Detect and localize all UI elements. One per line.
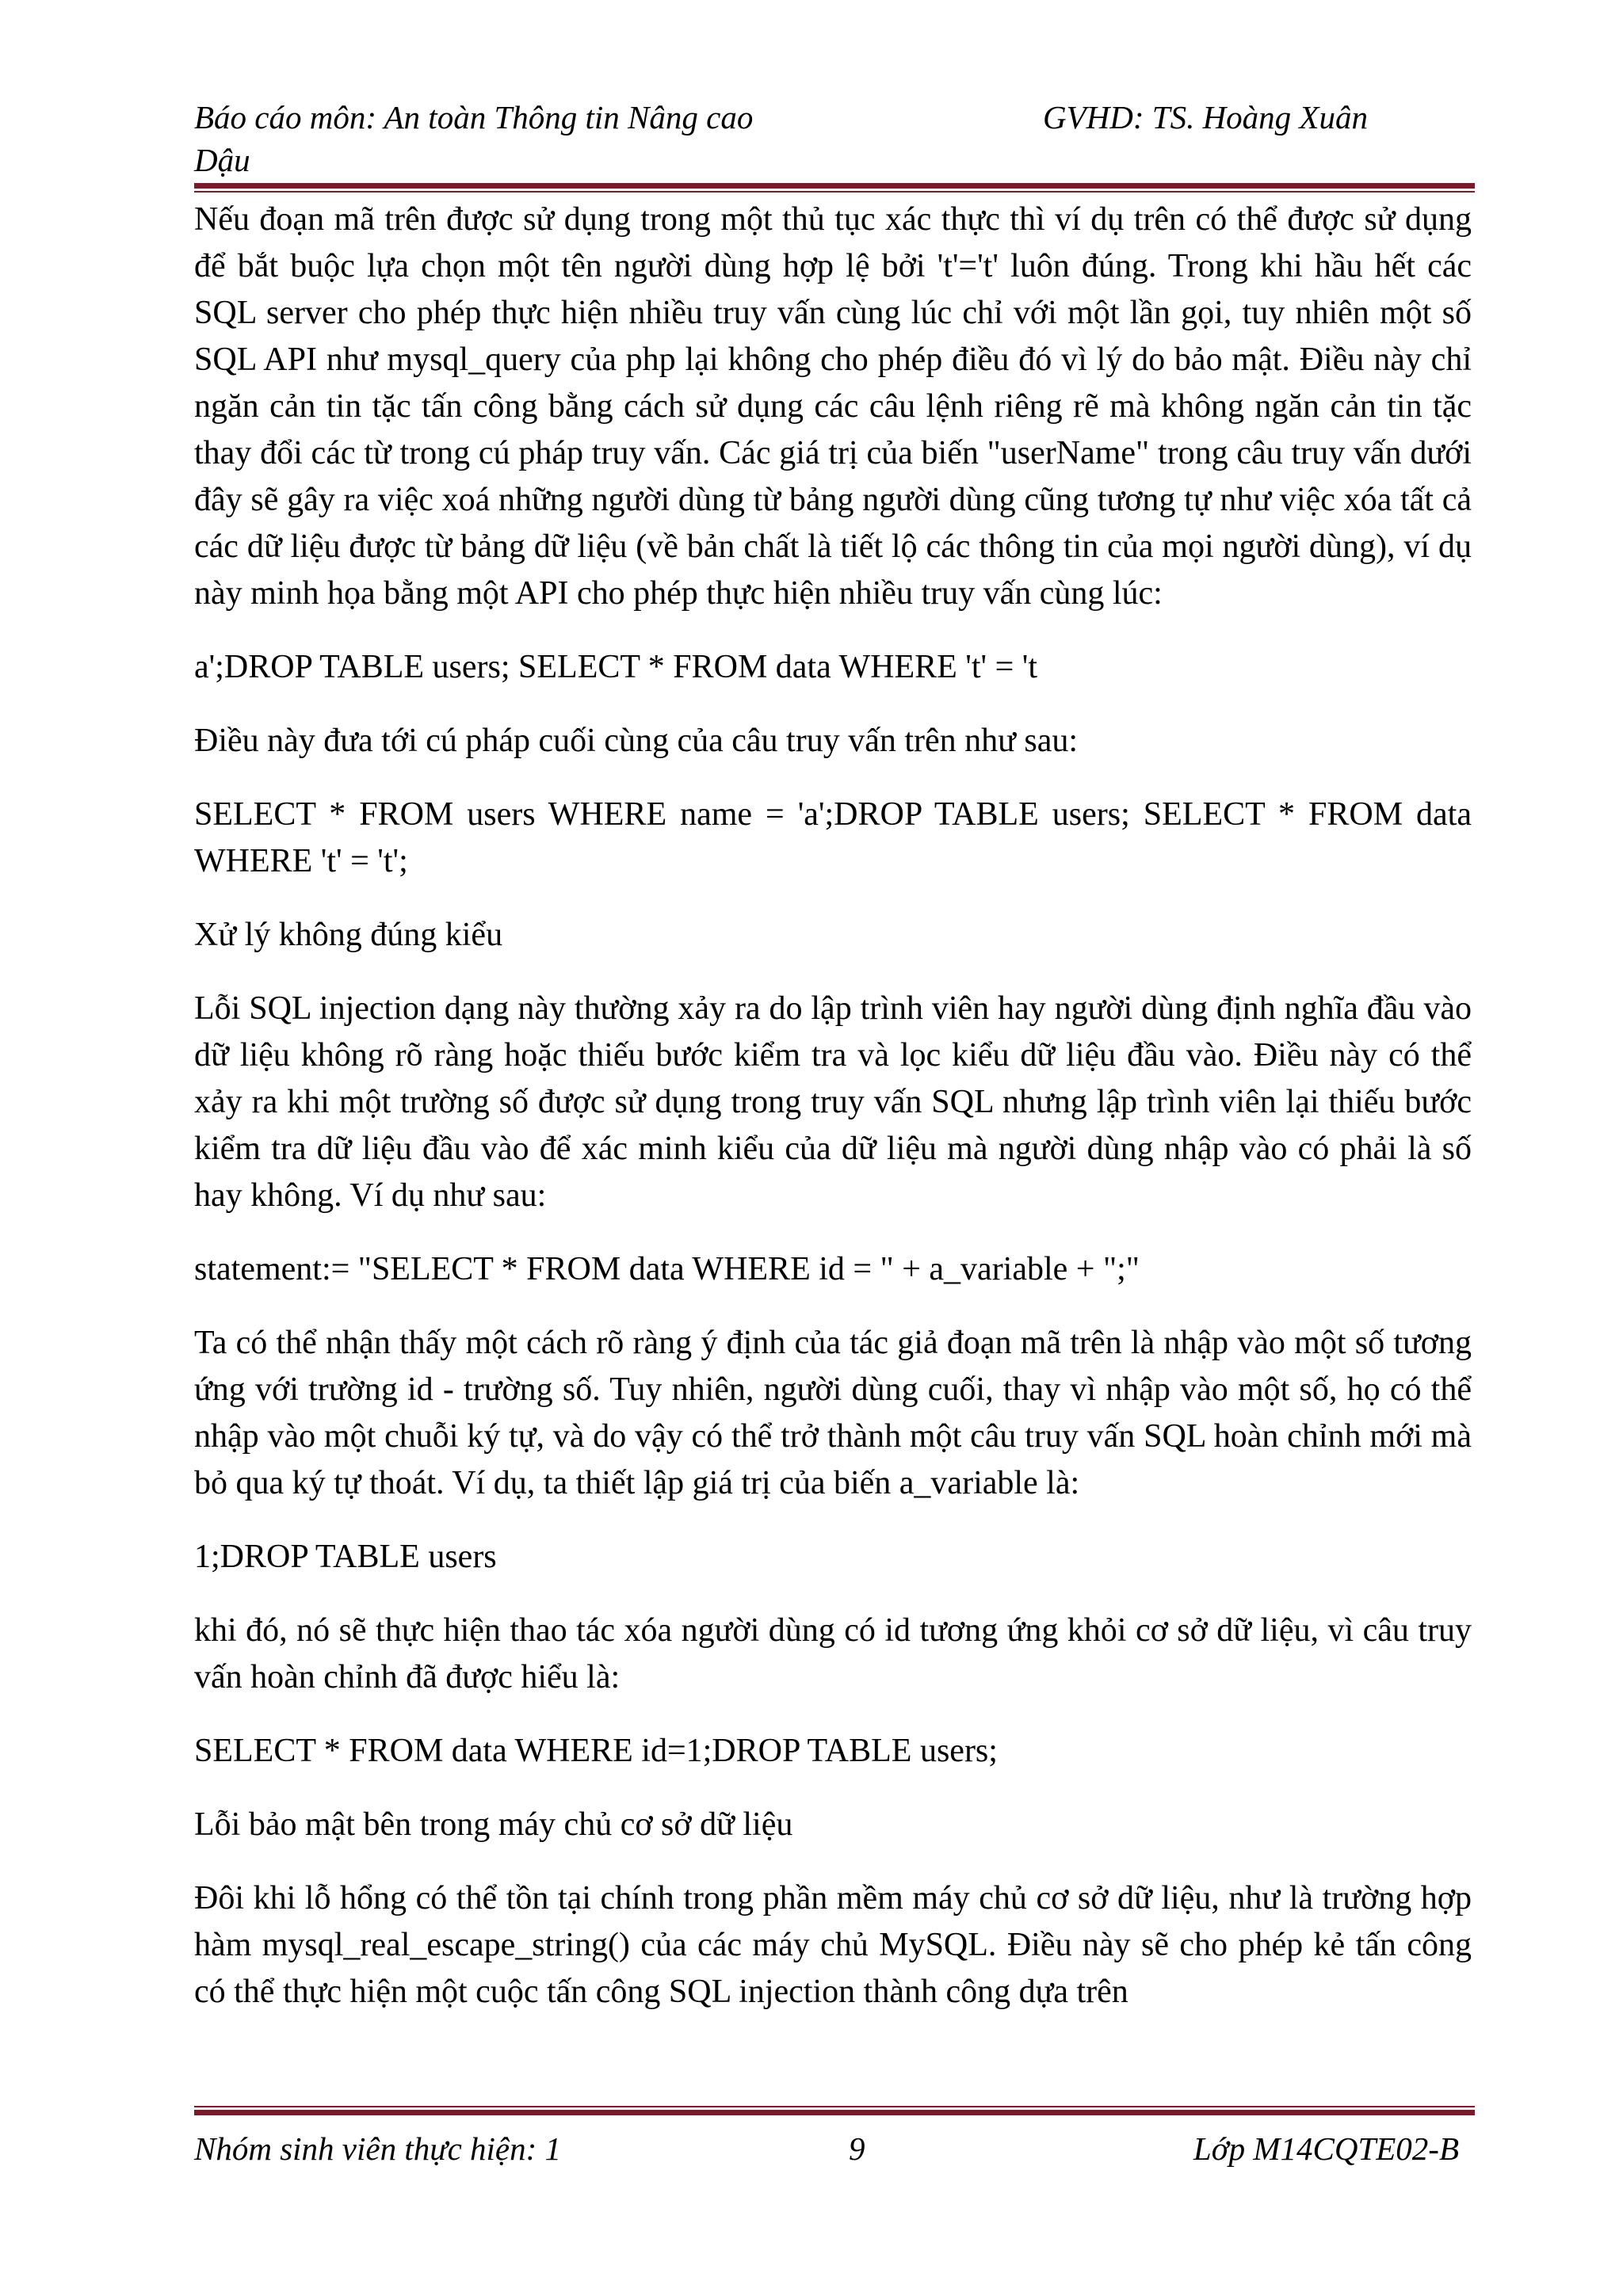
header-course-title: Báo cáo môn: An toàn Thông tin Nâng cao (194, 99, 754, 135)
page-number: 9 (849, 2130, 865, 2167)
footer-group: Nhóm sinh viên thực hiện: 1 (194, 2130, 562, 2167)
page-body (194, 196, 1472, 2042)
code-example: SELECT * FROM data WHERE id=1;DROP TABLE users; (194, 1733, 998, 1769)
code-example: a';DROP TABLE users; SELECT * FROM data WHERE 't' = 't (194, 649, 1038, 685)
page-footer (194, 2125, 1475, 2172)
code-example: statement:= "SELECT * FROM data WHERE id = " + a_variable + ";" (194, 1251, 1140, 1287)
footer-class: Lớp M14CQTE02-B (1193, 2130, 1459, 2167)
header-instructor-continued: Dậu (194, 142, 250, 178)
code-example: SELECT * FROM users WHERE name = 'a';DROP TABLE users; SELECT * FROM data WHERE 't' = 't'; (194, 796, 1472, 879)
section-heading: Lỗi bảo mật bên trong máy chủ cơ sở dữ liệu (194, 1806, 793, 1843)
footer-rule (194, 2106, 1475, 2115)
body-paragraph: Ta có thể nhận thấy một cách rõ ràng ý định của tác giả đoạn mã trên là nhập vào một số tương ứng với trường id - trường số. Tuy nhiên, người dùng cuối, thay vì nhập vào một số, họ có thể nhập vào một chuỗi ký tự, và do vậy có thể trở thành một câu truy vấn SQL hoàn chỉnh mới mà bỏ qua ký tự thoát. Ví dụ, ta thiết lập giá trị của biến a_variable là: (194, 1325, 1472, 1501)
header-instructor: GVHD: TS. Hoàng Xuân (1043, 99, 1368, 135)
body-paragraph: khi đó, nó sẽ thực hiện thao tác xóa người dùng có id tương ứng khỏi cơ sở dữ liệu, vì câu truy vấn hoàn chỉnh đã được hiểu là: (194, 1612, 1472, 1695)
body-paragraph: Lỗi SQL injection dạng này thường xảy ra do lập trình viên hay người dùng định nghĩa đầu vào dữ liệu không rõ ràng hoặc thiếu bước kiểm tra và lọc kiểu dữ liệu đầu vào. Điều này có thể xảy ra khi một trường số được sử dụng trong truy vấn SQL nhưng lập trình viên lại thiếu bước kiểm tra dữ liệu đầu vào để xác minh kiểu của dữ liệu mà người dùng nhập vào có phải là số hay không. Ví dụ như sau: (194, 990, 1472, 1214)
header-rule (194, 183, 1475, 193)
body-paragraph: Nếu đoạn mã trên được sử dụng trong một thủ tục xác thực thì ví dụ trên có thể được sử dụng để bắt buộc lựa chọn một tên người dùng hợp lệ bởi 't'='t' luôn đúng. Trong khi hầu hết các SQL server cho phép thực hiện nhiều truy vấn cùng lúc chỉ với một lần gọi, tuy nhiên một số SQL API như mysql_query của php lại không cho phép điều đó vì lý do bảo mật. Điều này chỉ ngăn cản tin tặc tấn công bằng cách sử dụng các câu lệnh riêng rẽ mà không ngăn cản tin tặc thay đổi các từ trong cú pháp truy vấn. Các giá trị của biến "userName" trong câu truy vấn dưới đây sẽ gây ra việc xoá những người dùng từ bảng người dùng cũng tương tự như việc xóa tất cả các dữ liệu được từ bảng dữ liệu (về bản chất là tiết lộ các thông tin của mọi người dùng), ví dụ này minh họa bằng một API cho phép thực hiện nhiều truy vấn cùng lúc: (194, 201, 1472, 612)
body-paragraph: Đôi khi lỗ hổng có thể tồn tại chính trong phần mềm máy chủ cơ sở dữ liệu, như là trường hợp hàm mysql_real_escape_string() của các máy chủ MySQL. Điều này sẽ cho phép kẻ tấn công có thể thực hiện một cuộc tấn công SQL injection thành công dựa trên (194, 1880, 1472, 2010)
body-paragraph: Điều này đưa tới cú pháp cuối cùng của câu truy vấn trên như sau: (194, 723, 1079, 759)
section-heading: Xử lý không đúng kiểu (194, 917, 503, 953)
code-example: 1;DROP TABLE users (194, 1539, 497, 1575)
